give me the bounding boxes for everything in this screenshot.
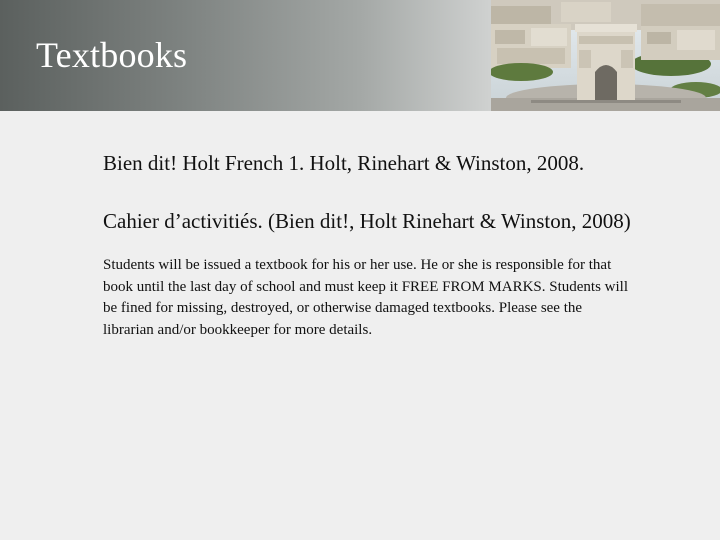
- textbook-policy: Students will be issued a textbook for his or her use. He or she is responsible for that book until the last day of school and must keep it FREE FROM MARKS. Students will be fined for missing, destroyed, or otherwise damaged textbooks. Please see the librarian and/or bookkeeper for more details.: [103, 257, 628, 338]
- workbook-reference: Cahier d’activitiés. (Bien dit!, Holt Rinehart & Winston, 2008): [103, 209, 631, 233]
- textbook-reference: Bien dit! Holt French 1. Holt, Rinehart & Winston, 2008.: [103, 151, 585, 175]
- slide-title: Textbooks: [36, 35, 188, 75]
- header-band: [0, 0, 720, 111]
- content-area: [103, 149, 643, 341]
- paris-arc-photo: [491, 0, 720, 111]
